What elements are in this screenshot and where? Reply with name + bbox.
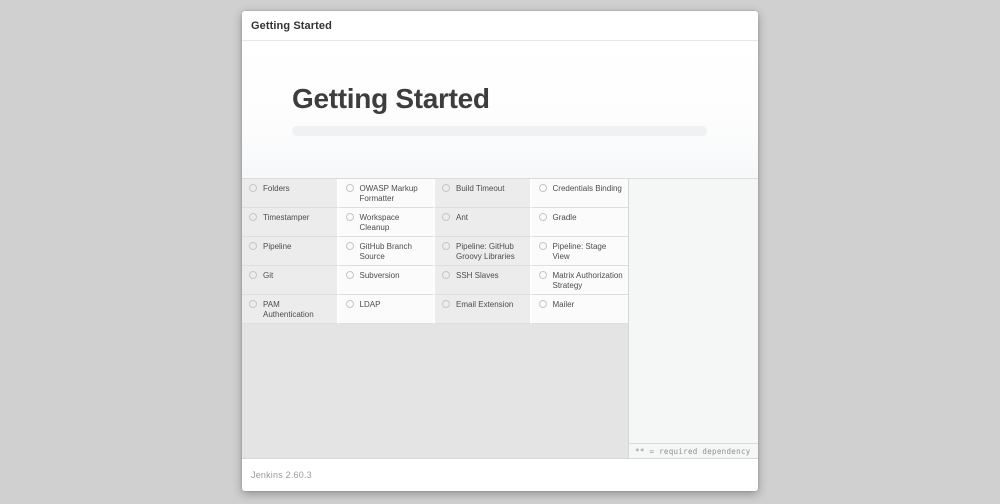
plugin-cell (435, 237, 532, 266)
jenkins-version-label: Jenkins 2.60.3 (251, 470, 312, 480)
plugin-name: Credentials Binding (552, 184, 622, 193)
plugin-cell (532, 208, 629, 237)
plugin-name: Email Extension (456, 300, 514, 309)
plugin-cell (242, 179, 339, 208)
plugin-name: Pipeline: GitHub Groovy Libraries (456, 242, 515, 261)
plugin-install-pane (242, 179, 628, 458)
plugin-cell (532, 266, 629, 295)
pending-spinner-icon (442, 300, 450, 308)
pending-spinner-icon (249, 242, 257, 250)
plugin-cell (242, 237, 339, 266)
pending-spinner-icon (539, 213, 547, 221)
pending-spinner-icon (442, 242, 450, 250)
plugin-name: Pipeline: Stage View (552, 242, 607, 261)
hero-section (242, 41, 758, 178)
plugin-cell (242, 266, 339, 295)
plugin-cell (435, 208, 532, 237)
plugin-name: Timestamper (263, 213, 310, 222)
pending-spinner-icon (249, 271, 257, 279)
plugin-name: Subversion (359, 271, 400, 280)
install-progress-bar (292, 126, 707, 136)
plugin-name: Folders (263, 184, 290, 193)
pending-spinner-icon (539, 271, 547, 279)
pending-spinner-icon (346, 184, 354, 192)
install-log-body (629, 179, 758, 443)
pending-spinner-icon (249, 300, 257, 308)
dialog-title: Getting Started (251, 19, 332, 32)
plugin-name: SSH Slaves (456, 271, 499, 280)
plugin-name: OWASP Markup Formatter (359, 184, 418, 203)
pending-spinner-icon (442, 271, 450, 279)
pending-spinner-icon (539, 300, 547, 308)
plugin-name: Pipeline (263, 242, 292, 251)
pending-spinner-icon (346, 242, 354, 250)
pending-spinner-icon (249, 184, 257, 192)
plugin-name: GitHub Branch Source (359, 242, 412, 261)
dialog-titlebar (242, 11, 758, 41)
plugin-name: Build Timeout (456, 184, 505, 193)
plugin-cell (339, 266, 436, 295)
plugin-cell (242, 208, 339, 237)
pending-spinner-icon (539, 184, 547, 192)
plugin-cell (339, 295, 436, 324)
page-title: Getting Started (292, 83, 490, 114)
plugin-name: Git (263, 271, 274, 280)
pending-spinner-icon (346, 271, 354, 279)
plugin-cell (339, 179, 436, 208)
pending-spinner-icon (346, 300, 354, 308)
pending-spinner-icon (442, 184, 450, 192)
plugin-cell (339, 208, 436, 237)
plugin-cell (532, 179, 629, 208)
getting-started-dialog (242, 11, 758, 491)
plugin-name: Gradle (552, 213, 577, 222)
pending-spinner-icon (346, 213, 354, 221)
plugin-name: PAM Authentication (263, 300, 314, 319)
plugin-cell (435, 266, 532, 295)
plugin-name: Ant (456, 213, 469, 222)
install-log-panel (628, 179, 758, 458)
pending-spinner-icon (539, 242, 547, 250)
plugin-cell (435, 179, 532, 208)
plugin-name: Workspace Cleanup (359, 213, 400, 232)
plugin-grid (242, 179, 628, 324)
plugin-name: LDAP (359, 300, 381, 309)
pending-spinner-icon (442, 213, 450, 221)
plugin-name: Matrix Authorization Strategy (552, 271, 623, 290)
dialog-footer (242, 458, 758, 491)
main-area (242, 178, 758, 458)
plugin-name: Mailer (552, 300, 575, 309)
plugin-cell (532, 237, 629, 266)
plugin-cell (532, 295, 629, 324)
required-dependency-note: ** = required dependency (629, 443, 758, 458)
pending-spinner-icon (249, 213, 257, 221)
plugin-cell (435, 295, 532, 324)
plugin-cell (242, 295, 339, 324)
plugin-cell (339, 237, 436, 266)
